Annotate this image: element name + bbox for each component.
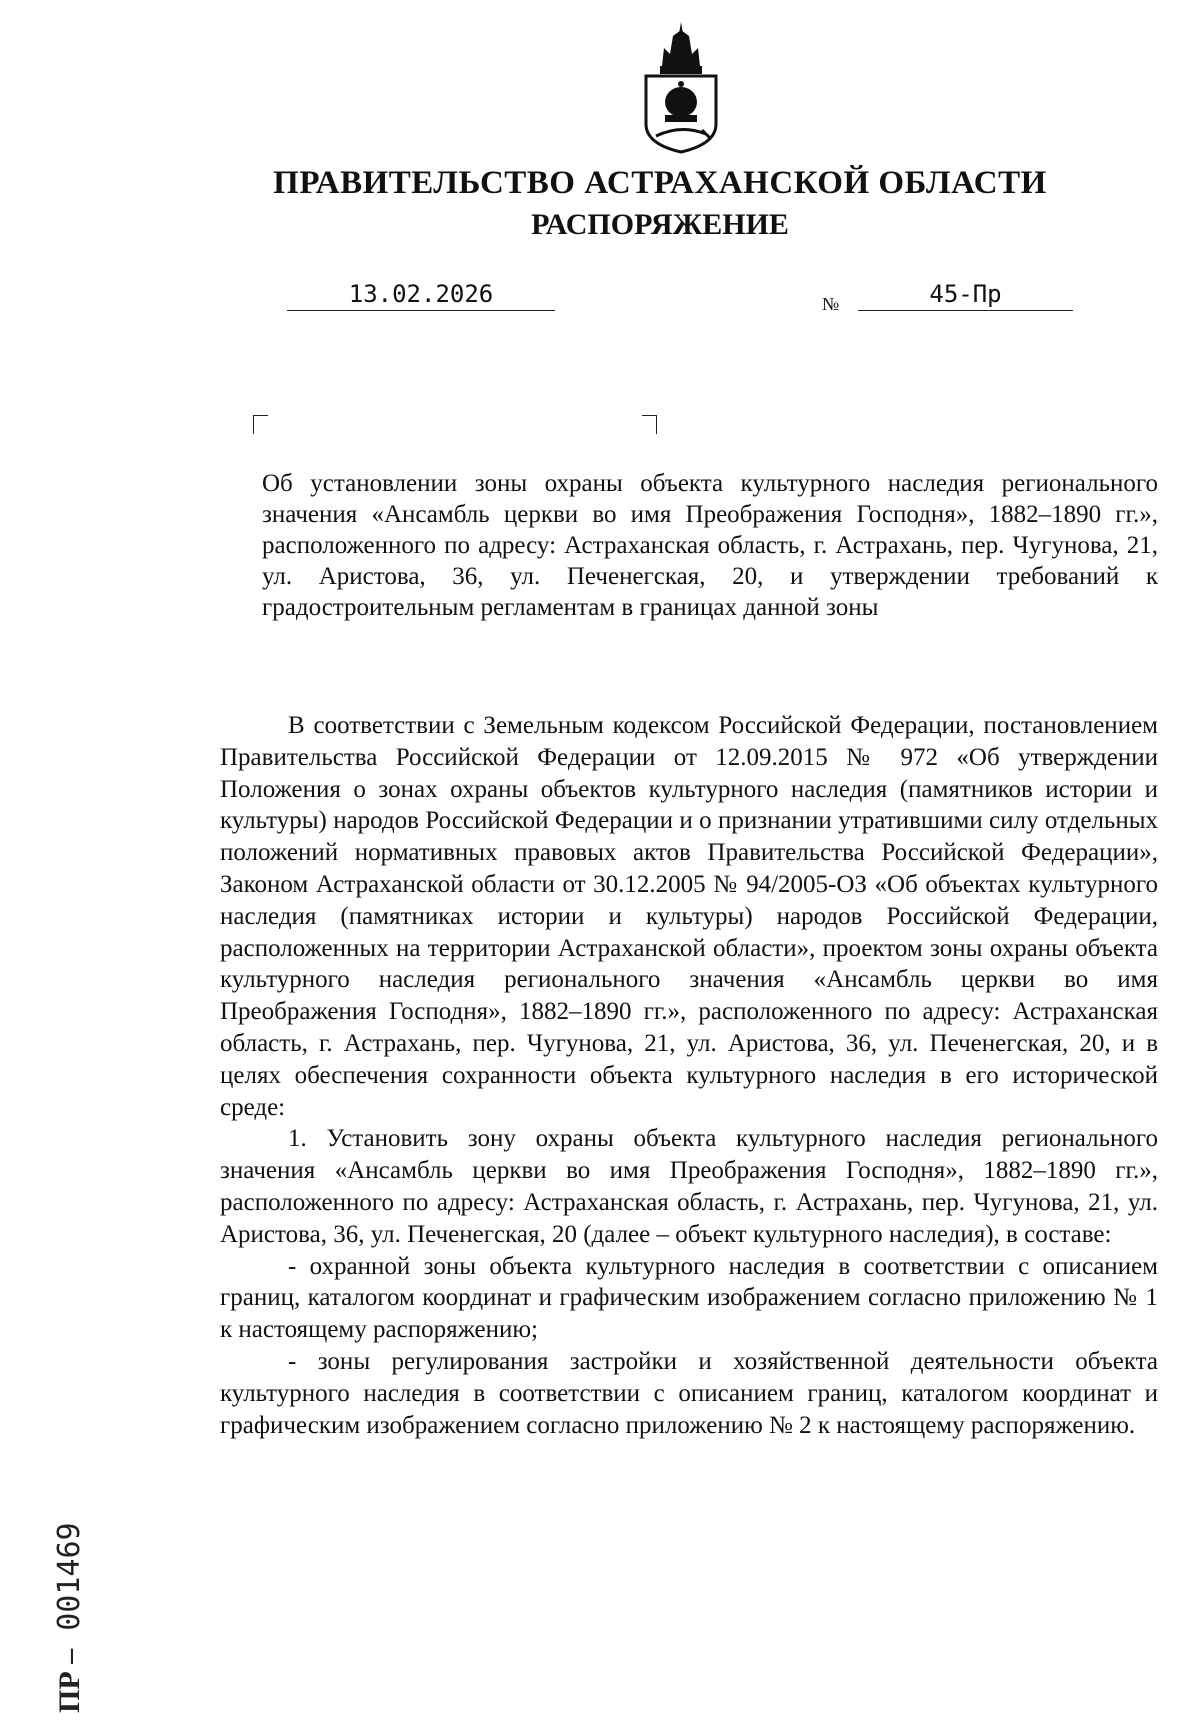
number-label: №	[822, 294, 840, 314]
coat-of-arms-icon	[636, 20, 726, 155]
document-body	[220, 710, 1158, 1441]
document-number: 45-Пр	[858, 280, 1073, 311]
document-type: РАСПОРЯЖЕНИЕ	[531, 208, 789, 241]
stamp-prefix: ПР –	[53, 1648, 86, 1713]
document-date: 13.02.2026	[287, 280, 555, 311]
registration-stamp	[48, 1455, 96, 1725]
item-1-paragraph: 1. Установить зону охраны объекта культурного наследия регионального значения «Ансамбль церкви во имя Преображения Господня», 1882–1890 гг.», расположенного по адресу: Астраханская область, г. Астрахань, пер. Чугунова, 21, ул. Аристова, 36, ул. Печенегская, 20 (далее – объект культурного наследия), в составе:	[220, 1125, 1158, 1248]
stamp-number: 001469	[52, 1522, 87, 1631]
organization-title: ПРАВИТЕЛЬСТВО АСТРАХАНСКОЙ ОБЛАСТИ	[273, 165, 1047, 201]
preamble-paragraph: В соответствии с Земельным кодексом Российской Федерации, постановлением Правительства Российской Федерации от 12.09.2015 № 972 «Об утверждении Положения о зонах охраны объектов культурного наследия (памятников истории и культуры) народов Российской Федерации и о признании утратившими силу отдельных положений нормативных правовых актов Правительства Российской Федерации», Законом Астраханской области от 30.12.2005 № 94/2005-ОЗ «Об объектах культурного наследия (памятниках истории и культуры) народов Российской Федерации, расположенных на территории Астраханской области», проектом зоны охраны объекта культурного наследия регионального значения «Ансамбль церкви во имя Преображения Господня», 1882–1890 гг.», расположенного по адресу: Астраханская область, г. Астрахань, пер. Чугунова, 21, ул. Аристова, 36, ул. Печенегская, 20, и в целях обеспечения сохранности объекта культурного наследия в его исторической среде:	[220, 712, 1158, 1121]
item-1-a-paragraph: - охранной зоны объекта культурного наследия в соответствии с описанием границ, каталогом координат и графическим изображением согласно приложению № 1 к настоящему распоряжению;	[220, 1252, 1158, 1344]
subject-bracket-right	[642, 415, 657, 434]
document-subject: Об установлении зоны охраны объекта культурного наследия регионального значения «Ансамбль церкви во имя Преображения Господня», 1882–1890 гг.», расположенного по адресу: Астраханская область, г. Астрахань, пер. Чугунова, 21, ул. Аристова, 36, ул. Печенегская, 20, и утверждении требований к градостроительным регламентам в границах данной зоны	[262, 470, 1158, 621]
item-1-b-paragraph: - зоны регулирования застройки и хозяйственной деятельности объекта культурного наследия в соответствии с описанием границ, каталогом координат и графическим изображением согласно приложению № 2 к настоящему распоряжению.	[220, 1347, 1158, 1439]
subject-bracket-left	[253, 415, 268, 434]
